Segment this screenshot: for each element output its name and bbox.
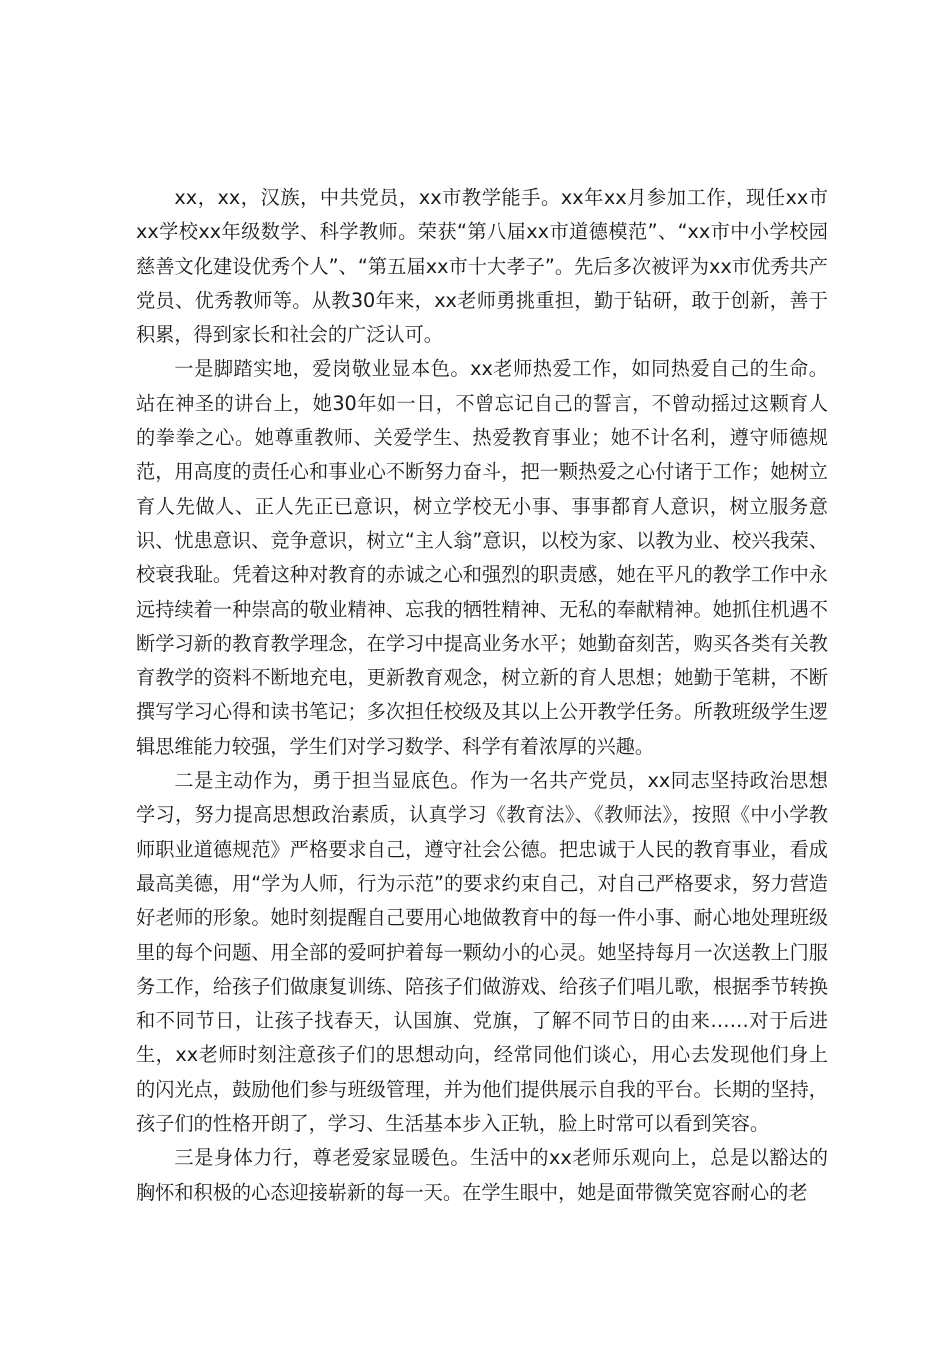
paragraph-section-three: 三是身体力行，尊老爱家显暖色。生活中的xx老师乐观向上，总是以豁达的胸怀和积极的心态迎接崭新的每一天。在学生眼中，她是面带微笑宽容耐心的老 [136,1146,828,1204]
paragraph-intro: xx，xx，汉族，中共党员，xx市教学能手。xx年xx月参加工作，现任xx市xx学校xx年级数学、科学教师。荣获“第八届xx市道德模范”、“xx市中小学校园慈善文化建设优秀个人”、“第五届xx市十大孝子”。先后多次被评为xx市优秀共产党员、优秀教师等。从教30年来，xx老师勇挑重担，勤于钻研，敢于创新，善于积累，得到家长和社会的广泛认可。 [136,186,828,347]
paragraph-section-two: 二是主动作为，勇于担当显底色。作为一名共产党员，xx同志坚持政治思想学习，努力提高思想政治素质，认真学习《教育法》、《教师法》，按照《中小学教师职业道德规范》严格要求自己，遵守社会公德。把忠诚于人民的教育事业，看成最高美德，用“学为人师，行为示范”的要求约束自己，对自己严格要求，努力营造好老师的形象。她时刻提醒自己要用心地做教育中的每一件小事、耐心地处理班级里的每个问题、用全部的爱呵护着每一颗幼小的心灵。她坚持每月一次送教上门服务工作，给孩子们做康复训练、陪孩子们做游戏、给孩子们唱儿歌，根据季节转换和不同节日，让孩子找春天，认国旗、党旗，了解不同节日的由来……对于后进生，xx老师时刻注意孩子们的思想动向，经常同他们谈心，用心去发现他们身上的闪光点，鼓励他们参与班级管理，并为他们提供展示自我的平台。长期的坚持，孩子们的性格开朗了，学习、生活基本步入正轨，脸上时常可以看到笑容。 [136,769,828,1136]
document-body [136,181,828,1210]
paragraph-section-one: 一是脚踏实地，爱岗敬业显本色。xx老师热爱工作，如同热爱自己的生命。站在神圣的讲台上，她30年如一日，不曾忘记自己的誓言，不曾动摇过这颗育人的拳拳之心。她尊重教师、关爱学生、热爱教育事业；她不计名利，遵守师德规范，用高度的责任心和事业心不断努力奋斗，把一颗热爱之心付诸于工作；她树立育人先做人、正人先正已意识，树立学校无小事、事事都育人意识，树立服务意识、忧患意识、竞争意识，树立“主人翁”意识，以校为家、以教为业、校兴我荣、校衰我耻。凭着这种对教育的赤诚之心和强烈的职责感，她在平凡的教学工作中永远持续着一种崇高的敬业精神、忘我的牺牲精神、无私的奉献精神。她抓住机遇不断学习新的教育教学理念，在学习中提高业务水平；她勤奋刻苦，购买各类有关教育教学的资料不断地充电，更新教育观念，树立新的育人思想；她勤于笔耕，不断撰写学习心得和读书笔记；多次担任校级及其以上公开教学任务。所教班级学生逻辑思维能力较强，学生们对学习数学、科学有着浓厚的兴趣。 [136,357,828,758]
